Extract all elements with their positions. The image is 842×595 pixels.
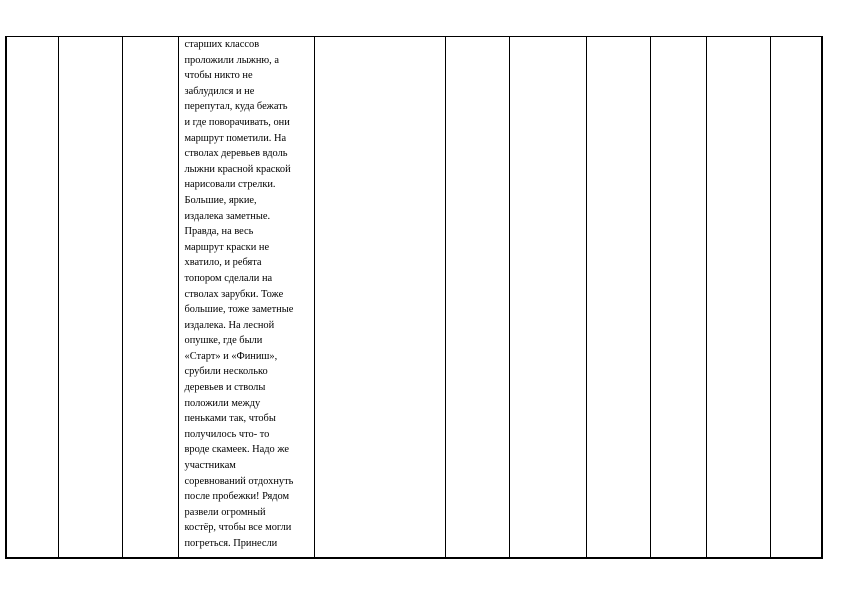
table-cell-3 xyxy=(122,37,178,558)
table-cell-9 xyxy=(650,37,706,558)
text-line: нарисовали стрелки. xyxy=(184,179,276,191)
text-line: «Старт» и «Финиш», xyxy=(184,350,278,362)
text-line: участникам xyxy=(184,460,236,472)
text-line: чтобы никто не xyxy=(184,70,253,82)
text-line: соревнований отдохнуть xyxy=(184,475,294,487)
text-line: хватило, и ребята xyxy=(184,257,262,269)
text-line: издалека. На лесной xyxy=(184,319,275,331)
text-line: лыжни красной краской xyxy=(184,163,291,175)
text-line: проложили лыжню, а xyxy=(184,54,279,66)
table-cell-text xyxy=(178,37,314,558)
cell-text-block xyxy=(185,37,310,552)
text-line: маршрут краски не xyxy=(184,241,270,253)
text-line: развели огромный xyxy=(184,506,266,518)
text-line: опушке, где были xyxy=(184,335,263,347)
text-line: издалека заметные. xyxy=(184,210,271,222)
text-line: стволах зарубки. Тоже xyxy=(184,288,284,300)
table-cell-10 xyxy=(706,37,770,558)
table-row xyxy=(6,37,822,558)
table-cell-5 xyxy=(314,37,445,558)
lesson-plan-table xyxy=(5,36,823,559)
table-cell-2 xyxy=(58,37,122,558)
text-line: и где поворачивать, они xyxy=(184,116,290,128)
text-line: заблудился и не xyxy=(184,85,255,97)
text-line: положили между xyxy=(184,397,261,409)
text-line: получилось что- то xyxy=(184,428,270,440)
text-line: деревьев и стволы xyxy=(184,382,266,394)
text-line: пеньками так, чтобы xyxy=(184,413,276,425)
table-cell-7 xyxy=(509,37,586,558)
table-cell-11 xyxy=(770,37,822,558)
text-line: маршрут пометили. На xyxy=(184,132,287,144)
text-line: срубили несколько xyxy=(184,366,268,378)
table-cell-8 xyxy=(586,37,650,558)
text-line: костёр, чтобы все могли xyxy=(184,522,292,534)
table-cell-6 xyxy=(445,37,509,558)
text-line: погреться. Принесли xyxy=(184,538,278,549)
text-line: большие, тоже заметные xyxy=(184,304,294,316)
text-line: Большие, яркие, xyxy=(184,194,257,206)
text-line: Правда, на весь xyxy=(184,226,254,238)
text-line: топором сделали на xyxy=(184,272,273,284)
text-line: после пробежки! Рядом xyxy=(184,491,290,503)
text-line: перепутал, куда бежать xyxy=(184,101,288,113)
text-line: вроде скамеек. Надо же xyxy=(184,444,289,456)
text-line: стволах деревьев вдоль xyxy=(184,148,288,160)
text-line: старших классов xyxy=(184,39,260,50)
table-cell-1 xyxy=(6,37,58,558)
